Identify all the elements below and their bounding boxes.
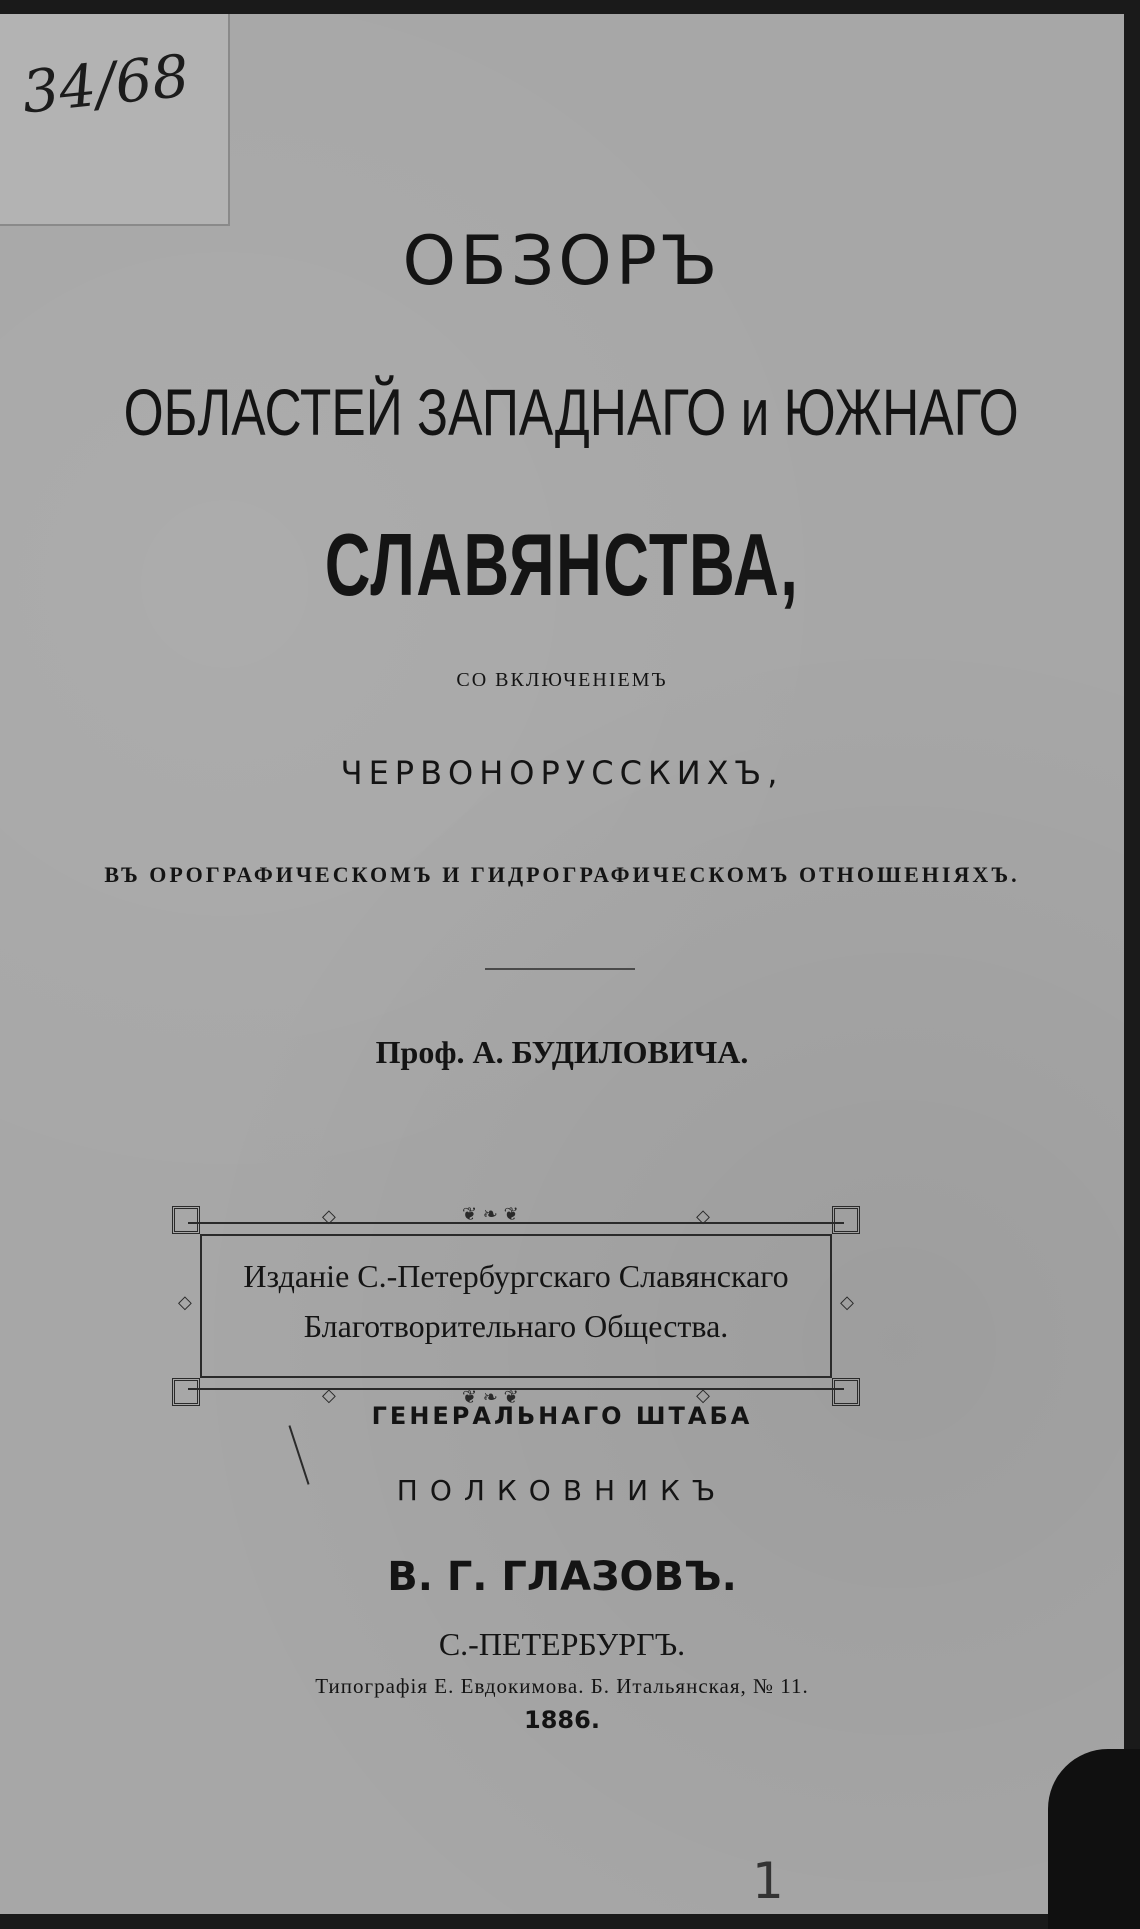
title-page [0,14,1124,1914]
shelfmark-label [0,14,230,226]
corner-ornament-icon [832,1206,860,1234]
diamond-ornament-icon: ◇ [322,1385,336,1406]
diamond-ornament-icon: ◇ [696,1385,710,1406]
general-staff-stamp: ГЕНЕРАЛЬНАГО ШТАБА [371,1402,753,1430]
cartouche-line-2: Благотворительнаго Общества. [303,1308,729,1344]
pencil-mark: 1 [752,1852,784,1910]
title-main: ОБЗОРЪ [402,222,722,301]
diamond-ornament-icon: ◇ [696,1206,710,1227]
title-slavdom: СЛАВЯНСТВА, [324,515,800,614]
with-inclusion-line: СО ВКЛЮЧЕНІЕМЪ [456,669,668,691]
cartouche-line-1: Изданіе С.-Петербургскаго Славянскаго [243,1258,789,1294]
diamond-ornament-icon: ◇ [840,1292,854,1313]
scroll-ornament-icon: ❦ ❧ ❦ [462,1204,519,1225]
divider-rule [485,968,635,970]
scroll-ornament-icon: ❦ ❧ ❦ [462,1387,519,1408]
shelfmark-number: 34/68 [18,41,193,127]
corner-ornament-icon [172,1206,200,1234]
diamond-ornament-icon: ◇ [322,1206,336,1227]
scanner-thumb-shadow [1048,1749,1140,1929]
orographic-line: ВЪ ОРОГРАФИЧЕСКОМЪ И ГИДРОГРАФИЧЕСКОМЪ ОТНОШЕНІЯХЪ. [104,862,1020,887]
imprint-year: 1886. [524,1706,600,1734]
diamond-ornament-icon: ◇ [178,1292,192,1313]
title-subtitle: ОБЛАСТЕЙ ЗАПАДНАГО и ЮЖНАГО [123,375,1019,449]
colonel-stamp: ПОЛКОВНИКЪ [396,1474,728,1507]
imprint-city: С.-ПЕТЕРБУРГЪ. [438,1626,686,1662]
author-line: Проф. А. БУДИЛОВИЧА. [375,1034,749,1070]
chervonorussian-line: ЧЕРВОНОРУССКИХЪ, [340,754,784,792]
publisher-cartouche [178,1204,854,1408]
owner-name-stamp: В. Г. ГЛАЗОВЪ. [387,1554,737,1600]
imprint-printer: Типографія Е. Евдокимова. Б. Итальянская, № 11. [315,1674,809,1698]
